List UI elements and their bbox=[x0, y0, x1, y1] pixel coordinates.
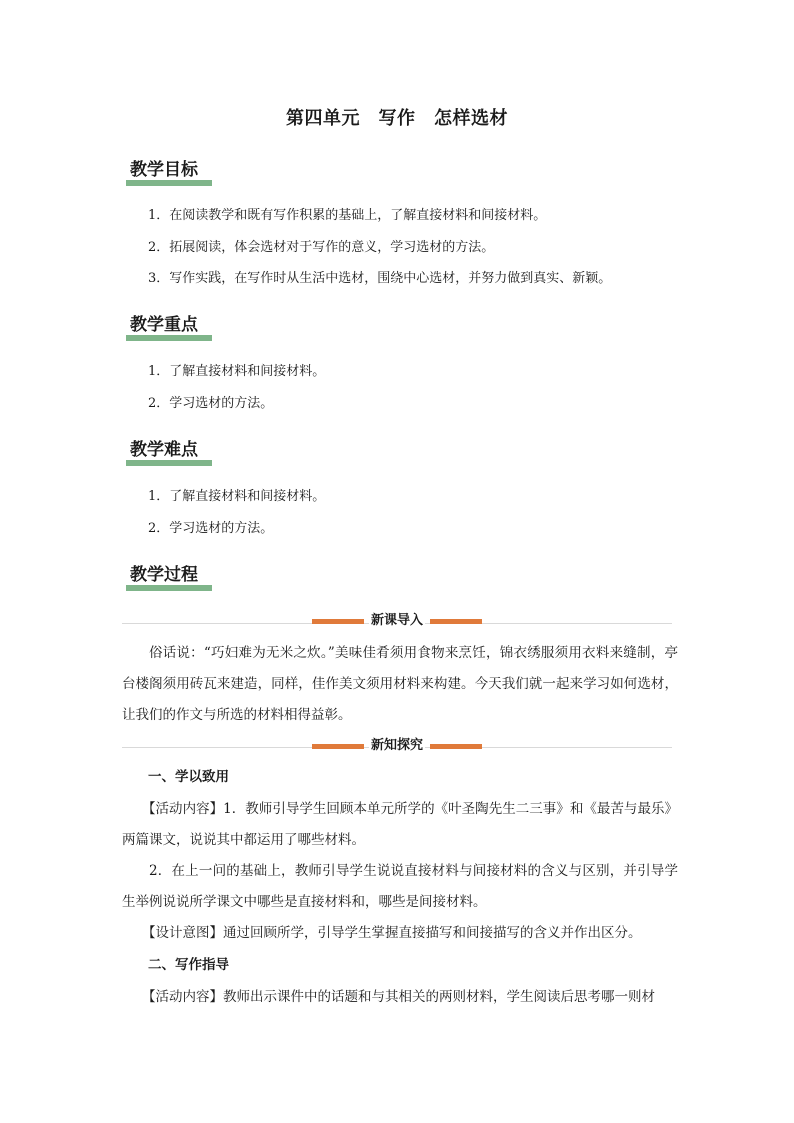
section-heading-goals bbox=[126, 158, 202, 186]
page-title: 第四单元 写作 怎样选材 bbox=[286, 108, 508, 129]
divider-intro bbox=[312, 611, 482, 631]
design-intent-paragraph: 【设计意图】通过回顾所学，引导学生掌握直接描写和间接描写的含义并作出区分。 bbox=[142, 925, 642, 941]
list-item: 2．学习选材的方法。 bbox=[148, 521, 274, 536]
section-heading-difficult-points bbox=[126, 438, 202, 466]
divider-bar bbox=[312, 744, 364, 749]
activity-paragraph-2: 【活动内容】教师出示课件中的话题和与其相关的两则材料，学生阅读后思考哪一则材 bbox=[142, 989, 655, 1005]
activity-paragraph-1: 【活动内容】1．教师引导学生回顾本单元所学的《叶圣陶先生二三事》和《最苦与最乐》两篇课文，说说其中都运用了哪些材料。 bbox=[122, 801, 678, 848]
section-heading-key-points bbox=[126, 313, 202, 341]
subsection-heading-1: 一、学以致用 bbox=[148, 769, 229, 785]
divider-bar bbox=[312, 619, 364, 624]
divider-label-text: 新知探究 bbox=[370, 738, 423, 753]
intro-paragraph: 俗话说：“巧妇难为无米之炊。”美味佳肴须用食物来烹饪，锦衣绣服须用衣料来缝制，亭台楼阁须用砖瓦来建造，同样，佳作美文须用材料来构建。今天我们就一起来学习如何选材，让我们的作文与所选的材料相得益彰。 bbox=[122, 645, 678, 723]
subsection-heading-2: 二、写作指导 bbox=[148, 957, 229, 973]
list-item: 2．拓展阅读，体会选材对于写作的意义，学习选材的方法。 bbox=[148, 240, 495, 255]
list-item: 1．在阅读教学和既有写作积累的基础上，了解直接材料和间接材料。 bbox=[148, 208, 547, 223]
list-item: 1．了解直接材料和间接材料。 bbox=[148, 489, 326, 504]
divider-bar bbox=[430, 619, 482, 624]
divider-bar bbox=[430, 744, 482, 749]
section-heading-label: 教学目标 bbox=[130, 160, 198, 180]
section-heading-label: 教学重点 bbox=[130, 315, 198, 335]
list-item: 1．了解直接材料和间接材料。 bbox=[148, 364, 326, 379]
step-paragraph-2: 2．在上一问的基础上，教师引导学生说说直接材料与间接材料的含义与区别，并引导学生举例说说所学课文中哪些是直接材料和，哪些是间接材料。 bbox=[122, 863, 678, 910]
section-heading-label: 教学难点 bbox=[130, 440, 198, 460]
section-heading-label: 教学过程 bbox=[130, 565, 198, 585]
divider-label-text: 新课导入 bbox=[370, 613, 423, 628]
divider-explore bbox=[312, 736, 482, 756]
list-item: 2．学习选材的方法。 bbox=[148, 396, 274, 411]
list-item: 3．写作实践，在写作时从生活中选材，围绕中心选材，并努力做到真实、新颖。 bbox=[148, 271, 612, 286]
section-heading-process bbox=[126, 563, 202, 591]
